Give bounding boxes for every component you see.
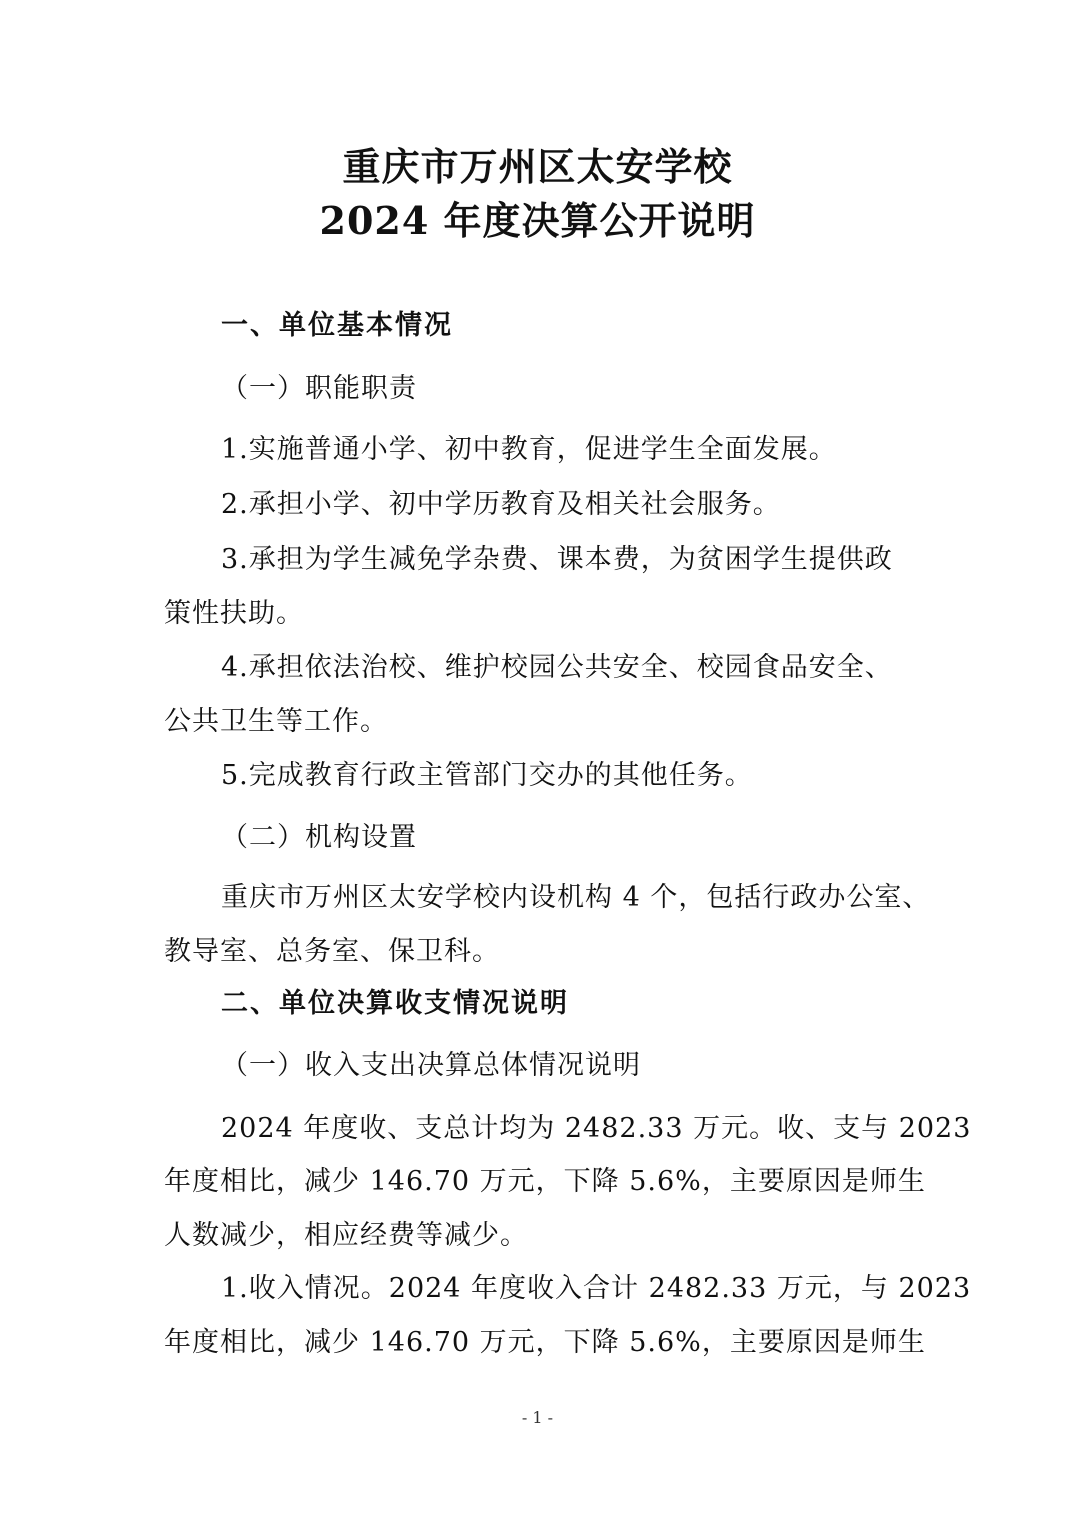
paragraph-line: 重庆市万州区太安学校内设机构 4 个，包括行政办公室、 (221, 882, 931, 913)
paragraph-line: 3.承担为学生减免学杂费、课本费，为贫困学生提供政 (221, 544, 893, 575)
subsection-heading-functions: （一）职能职责 (221, 373, 417, 404)
paragraph-line: 2024 年度收、支总计均为 2482.33 万元。收、支与 2023 (221, 1113, 972, 1144)
paragraph-line: 4.承担依法治校、维护校园公共安全、校园食品安全、 (221, 652, 893, 683)
paragraph-line: 1.实施普通小学、初中教育，促进学生全面发展。 (221, 434, 837, 465)
subsection-heading-overview: （一）收入支出决算总体情况说明 (221, 1050, 641, 1081)
page-number: - 1 - (521, 1408, 554, 1427)
paragraph-line: 5.完成教育行政主管部门交办的其他任务。 (221, 760, 753, 791)
subsection-heading-organization: （二）机构设置 (221, 822, 417, 853)
paragraph-line: 年度相比，减少 146.70 万元，下降 5.6%，主要原因是师生 (164, 1166, 926, 1197)
paragraph-line: 策性扶助。 (164, 598, 304, 629)
document-title-line1: 重庆市万州区太安学校 (342, 144, 733, 189)
section-heading-basic-info: 一、单位基本情况 (221, 310, 453, 341)
paragraph-line: 1.收入情况。2024 年度收入合计 2482.33 万元，与 2023 (221, 1273, 972, 1304)
paragraph-line: 年度相比，减少 146.70 万元，下降 5.6%，主要原因是师生 (164, 1327, 926, 1358)
paragraph-line: 教导室、总务室、保卫科。 (164, 936, 500, 967)
paragraph-line: 2.承担小学、初中学历教育及相关社会服务。 (221, 489, 781, 520)
paragraph-line: 公共卫生等工作。 (164, 706, 388, 737)
paragraph-line: 人数减少，相应经费等减少。 (164, 1220, 528, 1251)
section-heading-budget: 二、单位决算收支情况说明 (221, 988, 569, 1019)
document-title-line2: 2024 年度决算公开说明 (319, 198, 756, 243)
